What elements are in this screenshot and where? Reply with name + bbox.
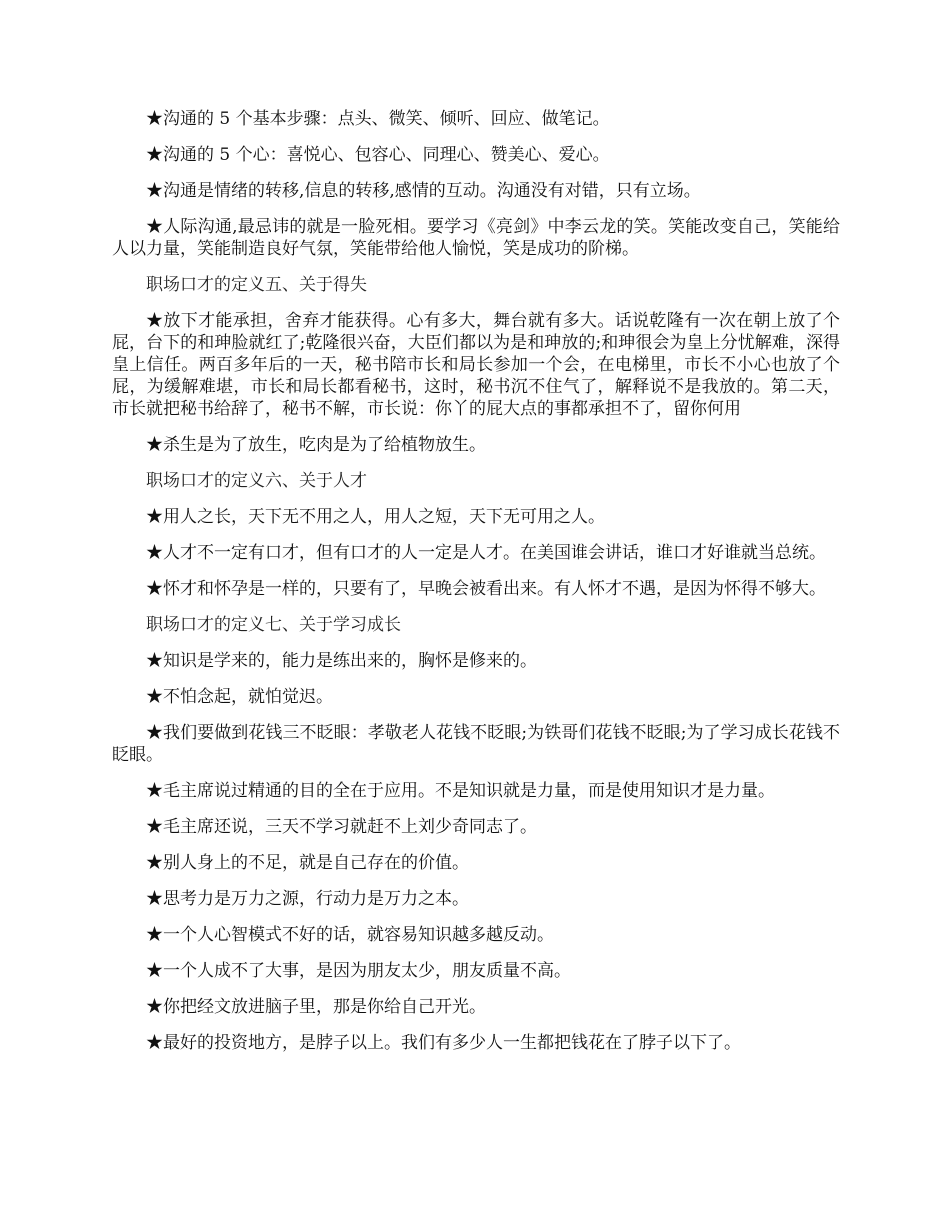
- paragraph-scripture-mind: ★你把经文放进脑子里，那是你给自己开光。: [146, 997, 486, 1017]
- paragraph-release-life: ★杀生是为了放生，吃肉是为了给植物放生。: [146, 435, 486, 455]
- document-body: [112, 108, 840, 1068]
- section-heading-learning-growth: 职场口才的定义七、关于学习成长: [146, 615, 401, 635]
- paragraph-communication-transfer: ★沟通是情绪的转移,信息的转移,感情的互动。沟通没有对错，只有立场。: [146, 181, 701, 201]
- paragraph-talent-eloquence: ★人才不一定有口才，但有口才的人一定是人才。在美国谁会讲话，谁口才好谁就当总统。: [146, 543, 826, 563]
- paragraph-let-go-story: ★放下才能承担，舍弃才能获得。心有多大，舞台就有多大。话说乾隆有一次在朝上放了个屁，台下的和珅脸就红了;乾隆很兴奋，大臣们都以为是和珅放的;和珅很会为皇上分忧解难，深得皇上信任。两百多年后的一天，秘书陪市长和局长参加一个会，在电梯里，市长不小心也放了个屁，为缓解难堪，市长和局长都看秘书，这时，秘书沉不住气了，解释说不是我放的。第二天，市长就把秘书给辞了，秘书不解，市长说：你丫的屁大点的事都承担不了，留你何用: [112, 311, 841, 419]
- paragraph-awareness: ★不怕念起，就怕觉迟。: [146, 687, 333, 707]
- paragraph-use-strengths: ★用人之长，天下无不用之人，用人之短，天下无可用之人。: [146, 507, 605, 527]
- paragraph-mastery-application: ★毛主席说过精通的目的全在于应用。不是知识就是力量，而是使用知识才是力量。: [146, 781, 775, 801]
- section-heading-gain-loss: 职场口才的定义五、关于得失: [146, 275, 367, 295]
- section-heading-talent: 职场口才的定义六、关于人才: [146, 471, 367, 491]
- paragraph-mental-model: ★一个人心智模式不好的话，就容易知识越多越反动。: [146, 925, 554, 945]
- paragraph-spending-money: ★我们要做到花钱三不眨眼：孝敬老人花钱不眨眼;为铁哥们花钱不眨眼;为了学习成长花钱不眨眼。: [112, 723, 840, 765]
- paragraph-three-days-study: ★毛主席还说，三天不学习就赶不上刘少奇同志了。: [146, 817, 537, 837]
- paragraph-communication-hearts: ★沟通的 5 个心：喜悦心、包容心、同理心、赞美心、爱心。: [146, 145, 610, 165]
- paragraph-knowledge-ability: ★知识是学来的，能力是练出来的，胸怀是修来的。: [146, 651, 537, 671]
- paragraph-friends-quality: ★一个人成不了大事，是因为朋友太少，朋友质量不高。: [146, 961, 571, 981]
- paragraph-thinking-action: ★思考力是万力之源，行动力是万力之本。: [146, 889, 469, 909]
- paragraph-best-investment: ★最好的投资地方，是脖子以上。我们有多少人一生都把钱花在了脖子以下了。: [146, 1033, 741, 1053]
- paragraph-talent-pregnancy: ★怀才和怀孕是一样的，只要有了，早晚会被看出来。有人怀才不遇，是因为怀得不够大。: [146, 579, 826, 599]
- paragraph-others-shortcomings: ★别人身上的不足，就是自己存在的价值。: [146, 853, 469, 873]
- paragraph-smile: ★人际沟通,最忌讳的就是一脸死相。要学习《亮剑》中李云龙的笑。笑能改变自己，笑能给人以力量，笑能制造良好气氛，笑能带给他人愉悦，笑是成功的阶梯。: [112, 217, 840, 259]
- paragraph-communication-steps: ★沟通的 5 个基本步骤：点头、微笑、倾听、回应、做笔记。: [146, 109, 610, 129]
